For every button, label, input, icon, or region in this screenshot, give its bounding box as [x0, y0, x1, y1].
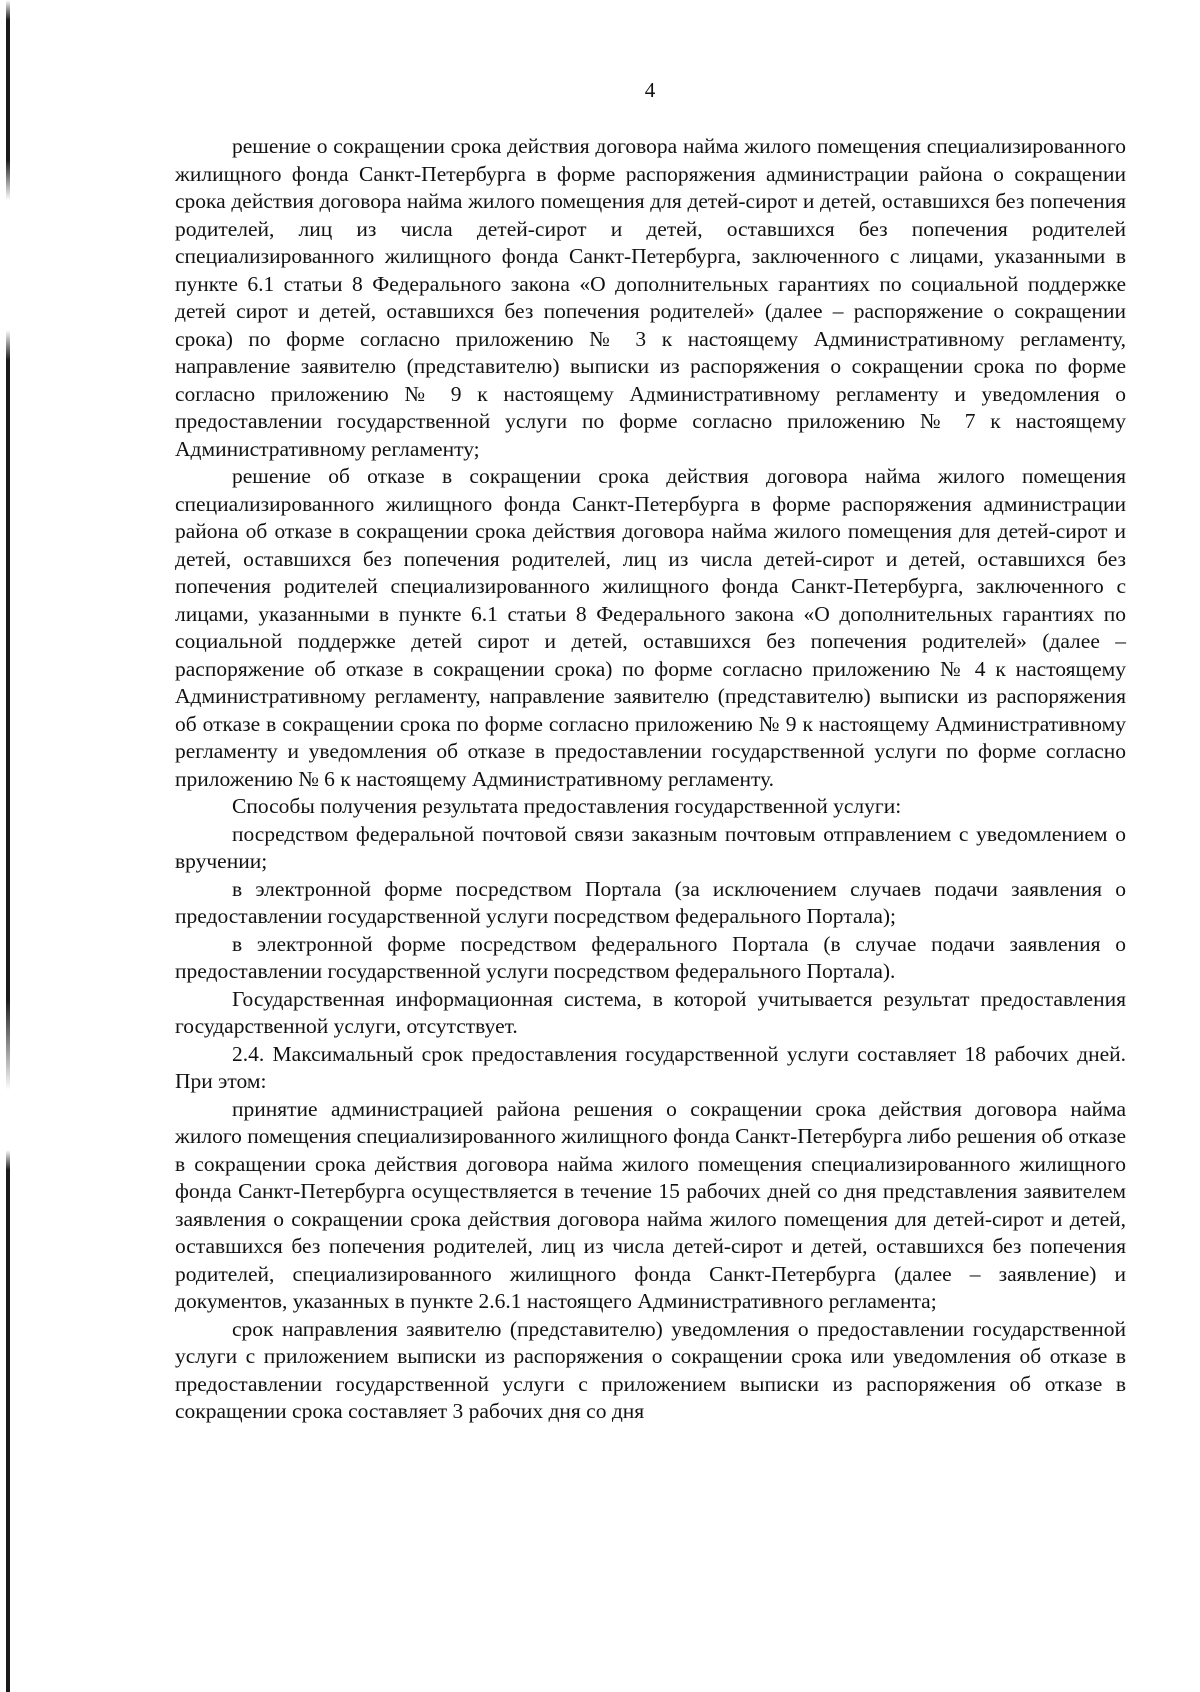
paragraph-decision-refusal: решение об отказе в сокращении срока действия договора найма жилого помещения специализированного жилищного фонда Санкт-Петербурга в форме распоряжения администрации района об отказе в сокращении срока действия договора найма жилого помещения для детей-сирот и детей, оставшихся без попечения родителей, лиц из числа детей-сирот и детей, оставшихся без попечения родителей специализированного жилищного фонда Санкт-Петербурга, заключенного с лицами, указанными в пункте 6.1 статьи 8 Федерального закона «О дополнительных гарантиях по социальной поддержке детей сирот и детей, оставшихся без попечения родителей» (далее – распоряжение об отказе в сокращении срока) по форме согласно приложению № 4 к настоящему Административному регламенту, направление заявителю (представителю) выписки из распоряжения об отказе в сокращении срока по форме согласно приложению № 9 к настоящему Административному регламенту и уведомления об отказе в предоставлении государственной услуги по форме согласно приложению № 6 к настоящему Административному регламенту.: [175, 464, 1126, 791]
paragraph-section-2-4: 2.4. Максимальный срок предоставления государственной услуги составляет 18 рабочих дней. При этом:: [175, 1041, 1126, 1093]
paragraph-decision-shorten-term: решение о сокращении срока действия договора найма жилого помещения специализированного жилищного фонда Санкт-Петербурга в форме распоряжения администрации района о сокращении срока действия договора найма жилого помещения для детей-сирот и детей, оставшихся без попечения родителей, лиц из числа детей-сирот и детей, оставшихся без попечения родителей специализированного жилищного фонда Санкт-Петербурга, заключенного с лицами, указанными в пункте 6.1 статьи 8 Федерального закона «О дополнительных гарантиях по социальной поддержке детей сирот и детей, оставшихся без попечения родителей» (далее – распоряжение о сокращении срока) по форме согласно приложению № 3 к настоящему Административному регламенту, направление заявителю (представителю) выписки из распоряжения о сокращении срока по форме согласно приложению № 9 к настоящему Административному регламенту и уведомления о предоставлении государственной услуги по форме согласно приложению № 7 к настоящему Административному регламенту;: [175, 134, 1126, 461]
scan-edge: [6, 0, 10, 1692]
paragraph-method-portal: в электронной форме посредством Портала (за исключением случаев подачи заявления о предоставлении государственной услуги посредством федерального Портала);: [175, 876, 1126, 928]
page-number: 4: [644, 78, 656, 102]
paragraph-result-methods: Способы получения результата предоставления государственной услуги:: [232, 794, 902, 818]
paragraph-notification-timing: срок направления заявителю (представителю) уведомления о предоставлении государственной услуги с приложением выписки из распоряжения о сокращении срока или уведомления об отказе в предоставлении государственной услуги с приложением выписки из распоряжения об отказе в сокращении срока составляет 3 рабочих дня со дня: [175, 1316, 1126, 1423]
paragraph-decision-timing: принятие администрацией района решения о сокращении срока действия договора найма жилого помещения специализированного жилищного фонда Санкт-Петербурга либо решения об отказе в сокращении срока действия договора найма жилого помещения специализированного жилищного фонда Санкт-Петербурга осуществляется в течение 15 рабочих дней со дня представления заявителем заявления о сокращении срока действия договора найма жилого помещения для детей-сирот и детей, оставшихся без попечения родителей, лиц из числа детей-сирот и детей, оставшихся без попечения родителей, специализированного жилищного фонда Санкт-Петербурга (далее – заявление) и документов, указанных в пункте 2.6.1 настоящего Административного регламента;: [175, 1096, 1126, 1313]
document-body: [175, 133, 1126, 1426]
paragraph-method-federal-portal: в электронной форме посредством федерального Портала (в случае подачи заявления о предоставлении государственной услуги посредством федерального Портала).: [175, 931, 1126, 983]
paragraph-information-system: Государственная информационная система, в которой учитывается результат предоставления государственной услуги, отсутствует.: [175, 986, 1126, 1038]
paragraph-method-post: посредством федеральной почтовой связи заказным почтовым отправлением с уведомлением о вручении;: [175, 821, 1126, 873]
